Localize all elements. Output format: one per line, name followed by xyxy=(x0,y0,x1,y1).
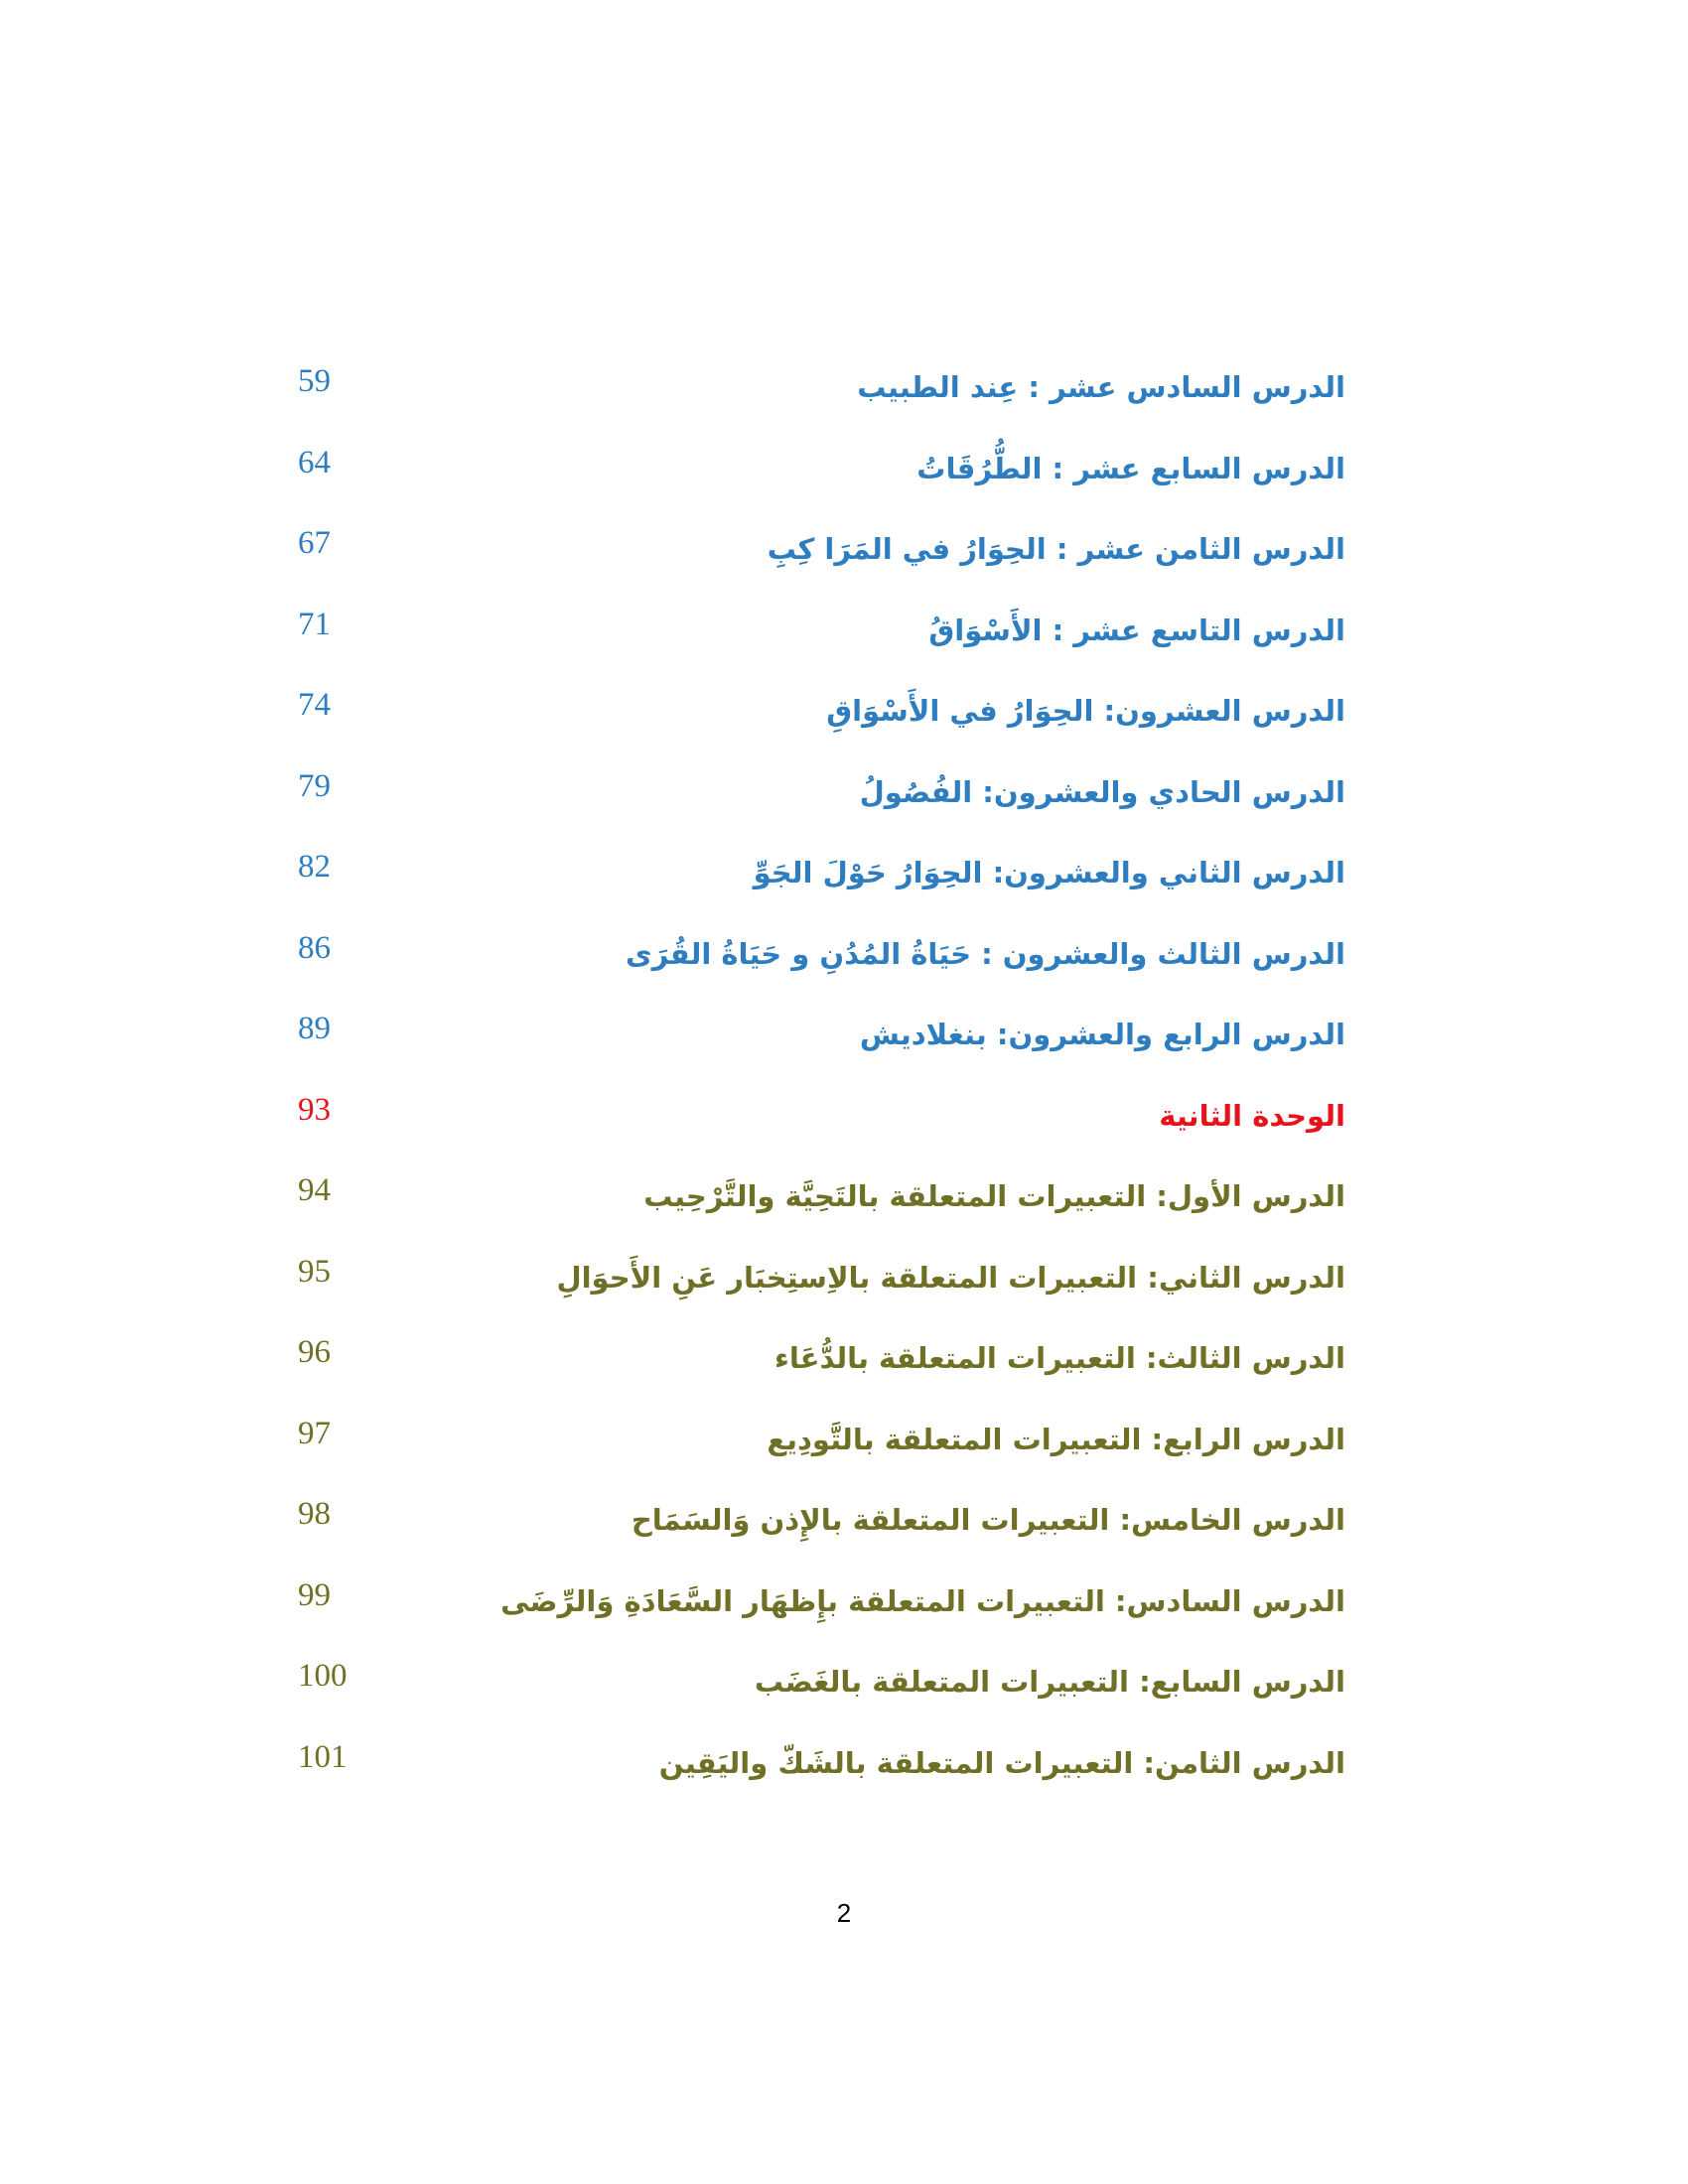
toc-row[interactable] xyxy=(0,762,1688,844)
toc-entry-title[interactable]: الدرس السابع عشر : الطُّرُقَاتُ xyxy=(916,451,1345,485)
toc-entry-title[interactable]: الدرس الثاني والعشرون: الحِوَارُ حَوْلَ الجَوِّ xyxy=(753,856,1345,889)
toc-row[interactable] xyxy=(0,601,1688,682)
toc-entry-page: 95 xyxy=(298,1253,331,1290)
toc-entry-title[interactable]: الدرس السابع: التعبيرات المتعلقة بالغَضَب xyxy=(754,1665,1345,1699)
toc-row[interactable] xyxy=(0,1490,1688,1571)
toc-entry-title[interactable]: الدرس السادس عشر : عِند الطبيب xyxy=(857,370,1345,404)
toc-entry-title[interactable]: الدرس السادس: التعبيرات المتعلقة بإِظهَار السَّعَادَةِ وَالرِّضَى xyxy=(500,1583,1345,1618)
toc-entry-page: 100 xyxy=(298,1658,348,1694)
toc-entry-page: 99 xyxy=(298,1576,331,1613)
toc-entry-page: 96 xyxy=(298,1334,331,1370)
toc-section-title[interactable]: الوحدة الثانية xyxy=(1159,1098,1345,1133)
toc-entry-title[interactable]: الدرس الثالث: التعبيرات المتعلقة بالدُّعَاء xyxy=(774,1341,1345,1375)
toc-row[interactable] xyxy=(0,1410,1688,1491)
toc-entry-page: 71 xyxy=(298,606,331,642)
toc-section-row[interactable] xyxy=(0,1086,1688,1167)
toc-row[interactable] xyxy=(0,1248,1688,1329)
toc-entry-page: 98 xyxy=(298,1496,331,1532)
toc-entry-title[interactable]: الدرس الثامن: التعبيرات المتعلقة بالشَكّ واليَقِين xyxy=(658,1745,1345,1780)
toc-entry-title[interactable]: الدرس الرابع: التعبيرات المتعلقة بالتَّودِيع xyxy=(767,1422,1345,1456)
toc-entry-page: 89 xyxy=(298,1011,331,1046)
toc-row[interactable] xyxy=(0,1328,1688,1410)
toc-entry-page: 74 xyxy=(298,687,331,723)
toc-entry-title[interactable]: الدرس الأول: التعبيرات المتعلقة بالتَحِيَّة والتَّرْحِيب xyxy=(643,1179,1345,1213)
toc-row[interactable] xyxy=(0,843,1688,924)
toc-entry-page: 82 xyxy=(298,849,331,885)
page-number: 2 xyxy=(836,1898,852,1928)
toc-entry-page: 97 xyxy=(298,1415,331,1451)
toc-row[interactable] xyxy=(0,1005,1688,1086)
toc-entry-title[interactable]: الدرس التاسع عشر : الأَسْوَاقُ xyxy=(928,613,1345,647)
toc-entry-title[interactable]: الدرس الثامن عشر : الحِوَارُ في المَرَا كِبِ xyxy=(767,532,1345,566)
toc-row[interactable] xyxy=(0,519,1688,601)
toc-row[interactable] xyxy=(0,924,1688,1006)
toc-entry-title[interactable]: الدرس الرابع والعشرون: بنغلاديش xyxy=(859,1018,1345,1051)
toc-entry-title[interactable]: الدرس الحادي والعشرون: الفُصُولُ xyxy=(859,774,1345,809)
toc-entry-page: 59 xyxy=(298,363,331,399)
toc-entry-title[interactable]: الدرس الخامس: التعبيرات المتعلقة بالإِذن وَالسَمَاح xyxy=(631,1503,1345,1537)
toc-entry-title[interactable]: الدرس الثالث والعشرون : حَيَاةُ المُدُنِ و حَيَاةُ القُرَى xyxy=(626,936,1345,971)
table-of-contents xyxy=(0,357,1688,1814)
toc-entry-page: 101 xyxy=(298,1738,348,1775)
toc-entry-page: 64 xyxy=(298,444,331,480)
toc-row[interactable] xyxy=(0,1652,1688,1733)
toc-entry-title[interactable]: الدرس العشرون: الحِوَارُ في الأَسْوَاقِ xyxy=(826,694,1345,728)
toc-entry-page: 86 xyxy=(298,929,331,966)
toc-row[interactable] xyxy=(0,439,1688,520)
toc-entry-page: 67 xyxy=(298,525,331,561)
toc-row[interactable] xyxy=(0,357,1688,439)
toc-row[interactable] xyxy=(0,681,1688,762)
toc-entry-page: 79 xyxy=(298,767,331,804)
toc-row[interactable] xyxy=(0,1733,1688,1815)
toc-entry-page: 94 xyxy=(298,1172,331,1208)
toc-row[interactable] xyxy=(0,1571,1688,1653)
toc-row[interactable] xyxy=(0,1166,1688,1248)
toc-entry-page: 93 xyxy=(298,1091,331,1128)
toc-entry-title[interactable]: الدرس الثاني: التعبيرات المتعلقة بالاِستِخبَار عَنِ الأَحوَالِ xyxy=(556,1260,1345,1295)
